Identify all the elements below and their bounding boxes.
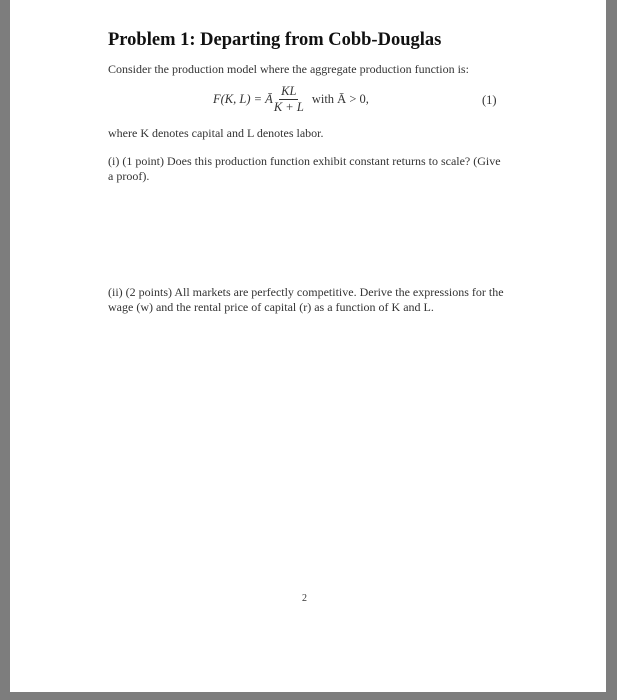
- page-number: 2: [302, 593, 307, 604]
- question-i: (i) (1 point) Does this production function exhibit constant returns to scale? (Give a proof).: [108, 154, 501, 183]
- problem-title: Problem 1: Departing from Cobb-Douglas: [108, 30, 442, 50]
- question-ii: (ii) (2 points) All markets are perfectly competitive. Derive the expressions for the wage (w) and the rental price of capital (r) as a function of K and L.: [108, 285, 504, 314]
- production-function-equation: [213, 84, 369, 115]
- document-page: [10, 0, 606, 692]
- intro-text: Consider the production model where the aggregate production function is:: [108, 62, 469, 76]
- equation-denominator: K + L: [273, 100, 304, 114]
- equation-number: (1): [482, 93, 497, 107]
- equation-numerator: KL: [281, 84, 297, 98]
- equation-condition: with Ā > 0,: [311, 92, 369, 106]
- equation-lhs: F(K, L) = Ā: [213, 92, 273, 106]
- definition-text: where K denotes capital and L denotes labor.: [108, 126, 324, 140]
- equation-fraction: [274, 84, 304, 115]
